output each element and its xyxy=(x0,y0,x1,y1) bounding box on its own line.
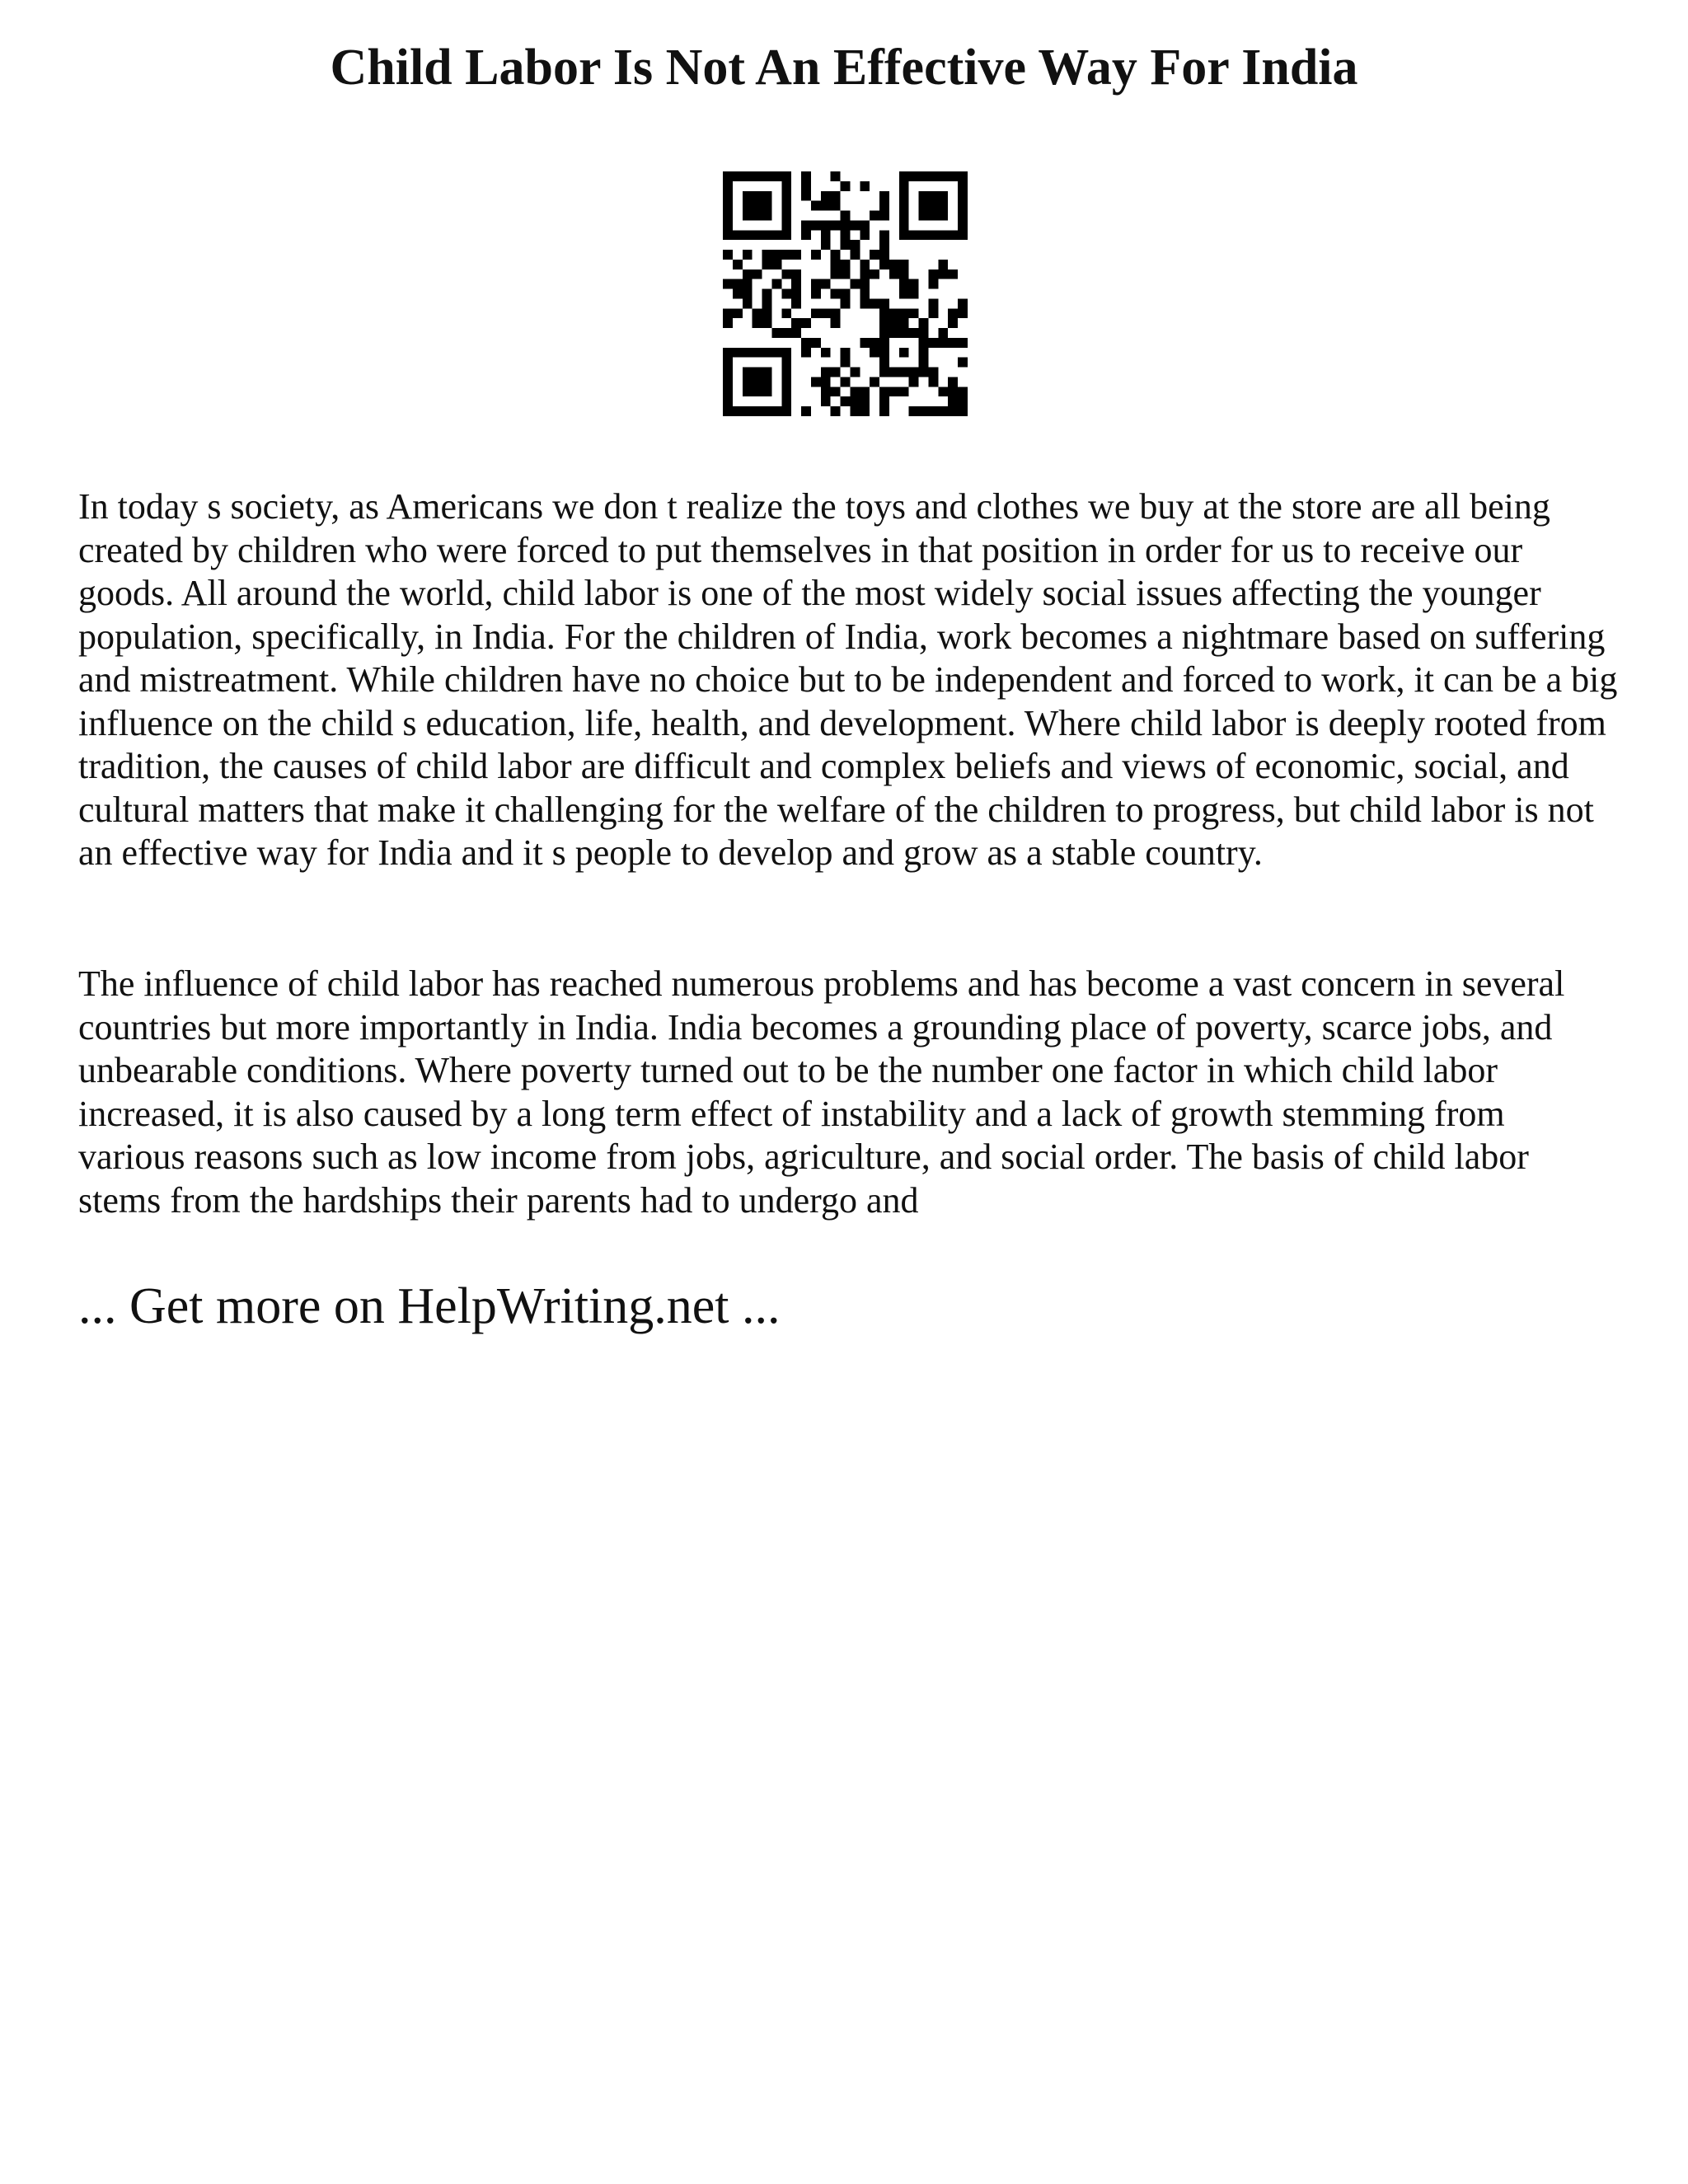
body-paragraph-2: The influence of child labor has reached numerous problems and has become a vast concern in several countries but more importantly in India. India becomes a grounding place of poverty, scarce jobs, and unbearable conditions. Where poverty turned out to be the number one factor in which child labor increased, it is also caused by a long term effect of instability and a lack of growth stemming from various reasons such as low income from jobs, agriculture, and social order. The basis of child labor stems from the hardships their parents had to undergo and xyxy=(78,963,1565,1221)
page-title: Child Labor Is Not An Effective Way For India xyxy=(330,40,1358,96)
get-more-link[interactable]: ... Get more on HelpWriting.net ... xyxy=(78,1278,781,1334)
body-paragraph-1: In today s society, as Americans we don t realize the toys and clothes we buy at the store are all being created by children who were forced to put themselves in that position in order for us to receive our goods. All around the world, child labor is one of the most widely social issues affecting the younger population, specifically, in India. For the children of India, work becomes a nightmare based on suffering and mistreatment. While children have no choice but to be independent and forced to work, it can be a big influence on the child s education, life, health, and development. Where child labor is deeply rooted from tradition, the causes of child labor are difficult and complex beliefs and views of economic, social, and cultural matters that make it challenging for the welfare of the children to progress, but child labor is not an effective way for India and it s people to develop and grow as a stable country. xyxy=(78,486,1618,873)
qr-code-icon xyxy=(723,171,968,416)
